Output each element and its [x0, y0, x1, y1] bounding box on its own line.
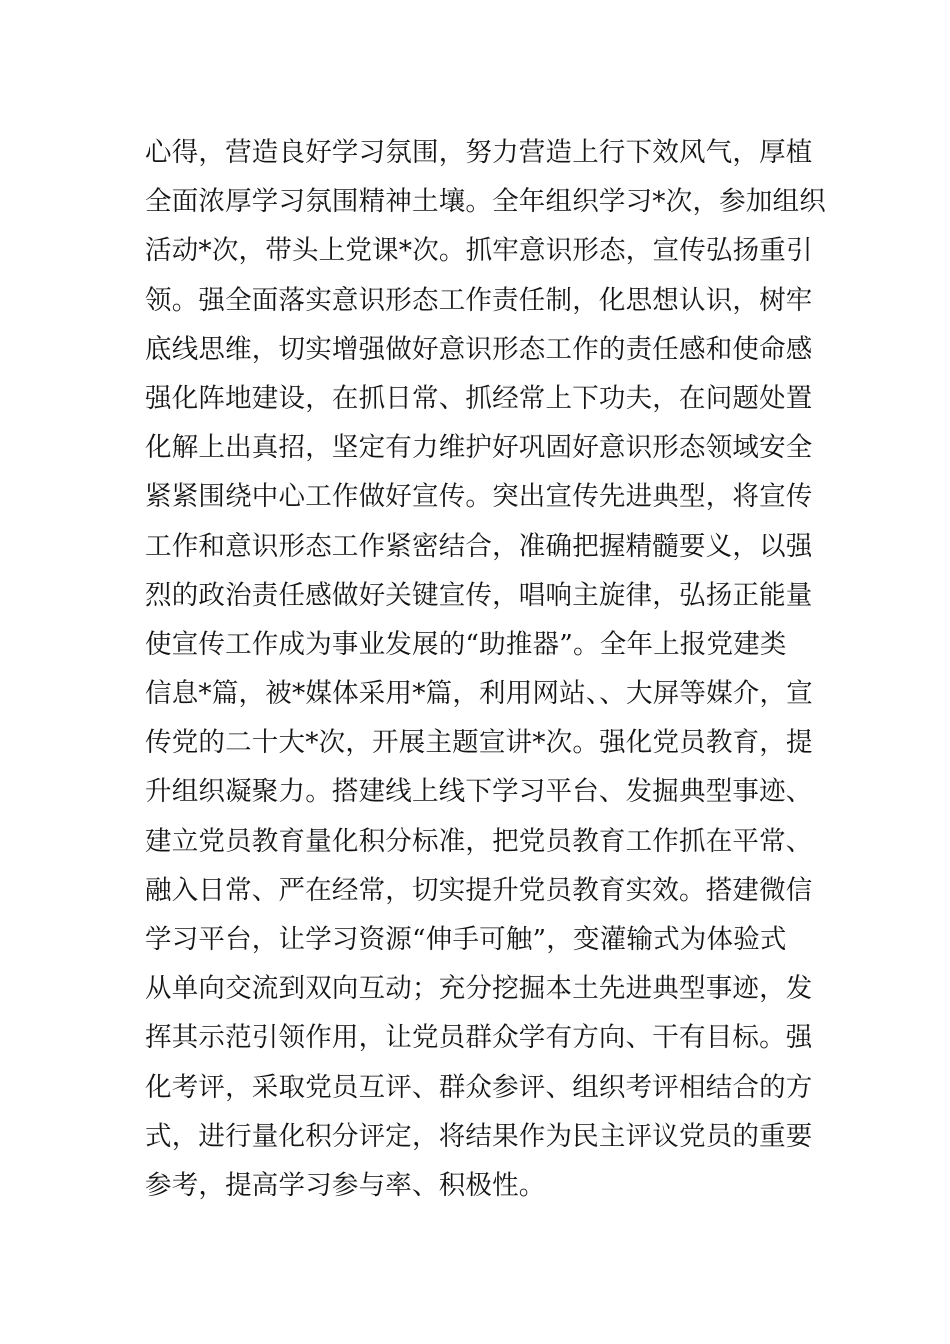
text-line: 全面浓厚学习氛围精神土壤。全年组织学习*次，参加组织	[145, 186, 826, 218]
text-line: 底线思维，切实增强做好意识形态工作的责任感和使命感	[145, 333, 813, 365]
text-line: 升组织凝聚力。搭建线上线下学习平台、发掘典型事迹、	[145, 776, 813, 808]
text-line: 紧紧围绕中心工作做好宣传。突出宣传先进典型，将宣传	[145, 481, 813, 513]
text-line: 传党的二十大*次，开展主题宣讲*次。强化党员教育，提	[145, 727, 813, 759]
text-line: 化解上出真招，坚定有力维护好巩固好意识形态领域安全	[145, 432, 813, 464]
text-line: 学习平台，让学习资源“伸手可触”，变灌输式为体验式	[145, 924, 787, 955]
text-line: 挥其示范引领作用，让党员群众学有方向、干有目标。强	[145, 1022, 813, 1054]
text-line: 参考，提高学习参与率、积极性。	[145, 1169, 546, 1201]
text-line: 信息*篇，被*媒体采用*篇，利用网站、、大屏等媒介，宣	[145, 678, 813, 710]
text-line: 强化阵地建设，在抓日常、抓经常上下功夫，在问题处置	[145, 382, 813, 414]
text-line: 烈的政治责任感做好关键宣传，唱响主旋律，弘扬正能量	[145, 579, 813, 611]
text-line: 式，进行量化积分评定，将结果作为民主评议党员的重要	[145, 1120, 813, 1152]
body-paragraph	[145, 128, 825, 1210]
text-line: 使宣传工作成为事业发展的“助推器”。全年上报党建类	[145, 628, 787, 660]
text-line: 活动*次，带头上党课*次。抓牢意识形态，宣传弘扬重引	[145, 235, 813, 267]
text-line: 化考评，采取党员互评、群众参评、组织考评相结合的方	[145, 1071, 813, 1103]
text-line: 建立党员教育量化积分标准，把党员教育工作抓在平常、	[145, 825, 813, 857]
text-line: 工作和意识形态工作紧密结合，准确把握精髓要义，以强	[145, 530, 813, 562]
text-line: 心得，营造良好学习氛围，努力营造上行下效风气，厚植	[145, 137, 813, 168]
text-line: 从单向交流到双向互动；充分挖掘本土先进典型事迹，发	[145, 973, 813, 1005]
text-line: 领。强全面落实意识形态工作责任制，化思想认识，树牢	[145, 284, 813, 316]
text-line: 融入日常、严在经常，切实提升党员教育实效。搭建微信	[145, 874, 813, 906]
